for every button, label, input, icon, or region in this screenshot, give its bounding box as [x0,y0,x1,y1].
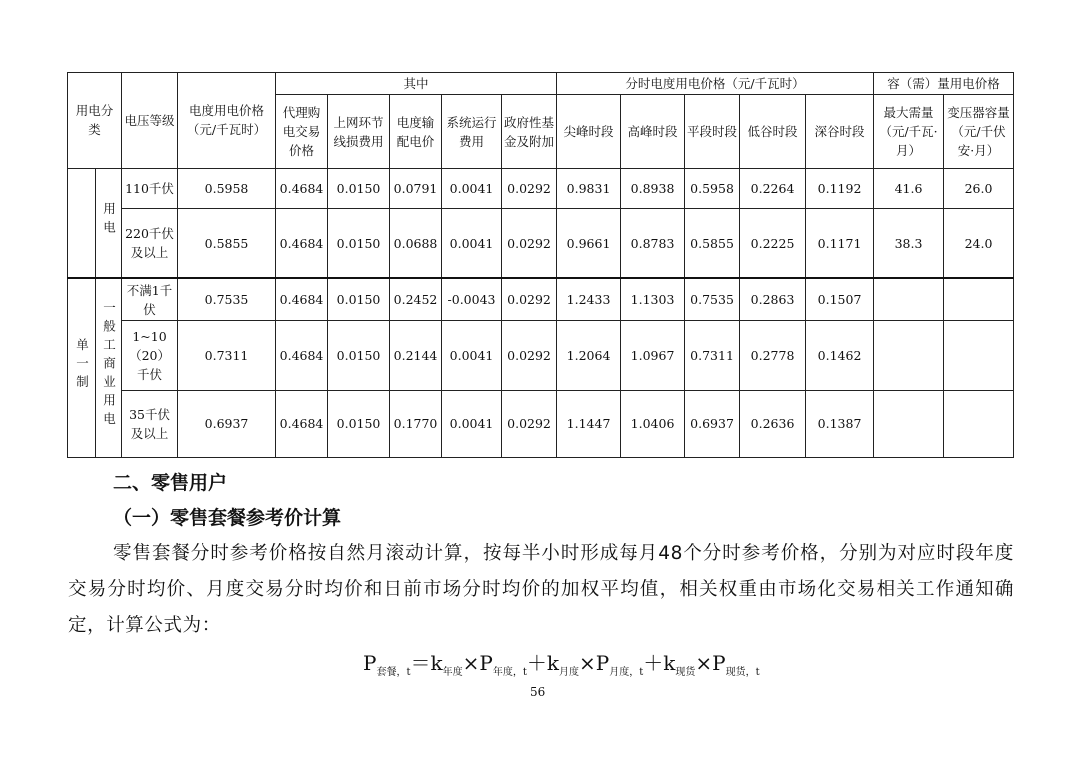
formula-subscript: 年度 [442,667,463,678]
formula-subscript: 现货 [675,667,696,678]
cell-low: 0.2778 [740,321,806,390]
header-price: 电度用电价格（元/千瓦时） [178,73,276,169]
cell-low: 0.2225 [740,209,806,278]
body-paragraph: 零售套餐分时参考价格按自然月滚动计算，按每半小时形成每月48个分时参考价格，分别为对应时段年度交易分时均价、月度交易分时均价和日前市场分时均价的加权平均值，相关权重由市场化交易相关工作通知确定，计算公式为： [68,543,1014,636]
header-loss: 上网环节线损费用 [328,95,390,168]
cell-maxdemand: 41.6 [874,168,944,209]
cell-fund: 0.0292 [502,278,557,321]
cell-transformer [944,390,1014,457]
cell-peak: 0.9661 [557,209,621,278]
header-high: 高峰时段 [621,95,685,168]
cell-flat: 0.5855 [685,209,740,278]
formula-operator: ＝ [410,651,431,675]
cell-voltage: 220千伏及以上 [122,209,178,278]
cell-trans: 0.2452 [390,278,442,321]
header-agent: 代理购电交易价格 [276,95,328,168]
formula-symbol: k [546,651,560,675]
cell-agent: 0.4684 [276,209,328,278]
header-category: 用电分类 [68,73,122,169]
cell-trans: 0.2144 [390,321,442,390]
cell-system: 0.0041 [442,390,502,457]
cell-high: 0.8938 [621,168,685,209]
cell-transformer: 26.0 [944,168,1014,209]
section-heading: 二、零售用户 [113,472,228,494]
cell-deep: 0.1171 [806,209,874,278]
cell-trans: 0.0688 [390,209,442,278]
cell-maxdemand [874,321,944,390]
cell-low: 0.2636 [740,390,806,457]
page-number: 56 [530,685,546,699]
cell-voltage: 110千伏 [122,168,178,209]
cell-high: 1.1303 [621,278,685,321]
header-system: 系统运行费用 [442,95,502,168]
formula-symbol: k [430,651,443,675]
header-low: 低谷时段 [740,95,806,168]
cell-loss: 0.0150 [328,390,390,457]
header-transformer: 变压器容量（元/千伏安·月） [944,95,1014,168]
cell-price: 0.7535 [178,278,276,321]
cell-loss: 0.0150 [328,168,390,209]
cell-fund: 0.0292 [502,390,557,457]
cell-agent: 0.4684 [276,278,328,321]
cell-system: 0.0041 [442,168,502,209]
cell-peak: 1.2064 [557,321,621,390]
cell-price: 0.6937 [178,390,276,457]
header-voltage: 电压等级 [122,73,178,169]
cell-price: 0.7311 [178,321,276,390]
cell-fund: 0.0292 [502,168,557,209]
cell-deep: 0.1192 [806,168,874,209]
cell-trans: 0.0791 [390,168,442,209]
group-single: 单一制 [68,278,96,457]
cell-flat: 0.5958 [685,168,740,209]
cell-high: 1.0967 [621,321,685,390]
cell-trans: 0.1770 [390,390,442,457]
price-formula [363,647,760,678]
header-tou: 分时电度用电价格（元/千瓦时） [557,73,874,95]
formula-symbol: k [663,651,676,675]
cell-loss: 0.0150 [328,278,390,321]
cell-agent: 0.4684 [276,321,328,390]
header-peak: 尖峰时段 [557,95,621,168]
cell-loss: 0.0150 [328,321,390,390]
cell-flat: 0.6937 [685,390,740,457]
cell-voltage: 35千伏及以上 [122,390,178,457]
formula-subscript: 套餐，t [376,667,411,678]
group-top-blank [68,168,96,278]
cell-low: 0.2863 [740,278,806,321]
cell-peak: 0.9831 [557,168,621,209]
cell-peak: 1.2433 [557,278,621,321]
cell-voltage: 1~10（20）千伏 [122,321,178,390]
header-capacity: 容（需）量用电价格 [874,73,1014,95]
formula-symbol: P [479,651,493,675]
cell-fund: 0.0292 [502,209,557,278]
cell-fund: 0.0292 [502,321,557,390]
formula-subscript: 现货，t [725,667,760,678]
cell-agent: 0.4684 [276,168,328,209]
cell-transformer [944,321,1014,390]
formula-operator: × [695,651,713,675]
cell-transformer: 24.0 [944,209,1014,278]
cell-maxdemand [874,278,944,321]
formula-symbol: P [595,651,610,675]
formula-subscript: 月度 [559,667,580,678]
cell-system: 0.0041 [442,209,502,278]
header-flat: 平段时段 [685,95,740,168]
cell-agent: 0.4684 [276,390,328,457]
cell-low: 0.2264 [740,168,806,209]
formula-subscript: 年度，t [492,667,527,678]
cell-deep: 0.1462 [806,321,874,390]
formula-operator: ＋ [643,651,664,675]
formula-operator: × [579,651,596,675]
cell-maxdemand [874,390,944,457]
cell-high: 1.0406 [621,390,685,457]
cell-flat: 0.7535 [685,278,740,321]
formula-operator: ＋ [526,651,547,675]
formula-symbol: P [712,651,726,675]
group-general: 一般工商业用电 [96,278,122,457]
formula-subscript: 月度，t [609,667,644,678]
cell-high: 0.8783 [621,209,685,278]
subsection-heading: （一）零售套餐参考价计算 [113,507,342,529]
cell-flat: 0.7311 [685,321,740,390]
group-top-sub: 用电 [96,168,122,278]
cell-loss: 0.0150 [328,209,390,278]
cell-price: 0.5855 [178,209,276,278]
cell-system: 0.0041 [442,321,502,390]
tariff-table [67,72,1014,458]
formula-operator: × [462,651,480,675]
header-among: 其中 [276,73,557,95]
cell-voltage: 不满1千伏 [122,278,178,321]
cell-price: 0.5958 [178,168,276,209]
cell-system: -0.0043 [442,278,502,321]
header-maxdemand: 最大需量（元/千瓦·月） [874,95,944,168]
cell-transformer [944,278,1014,321]
cell-deep: 0.1507 [806,278,874,321]
header-trans: 电度输配电价 [390,95,442,168]
formula-symbol: P [363,651,377,675]
header-deep: 深谷时段 [806,95,874,168]
cell-maxdemand: 38.3 [874,209,944,278]
cell-peak: 1.1447 [557,390,621,457]
cell-deep: 0.1387 [806,390,874,457]
header-fund: 政府性基金及附加 [502,95,557,168]
